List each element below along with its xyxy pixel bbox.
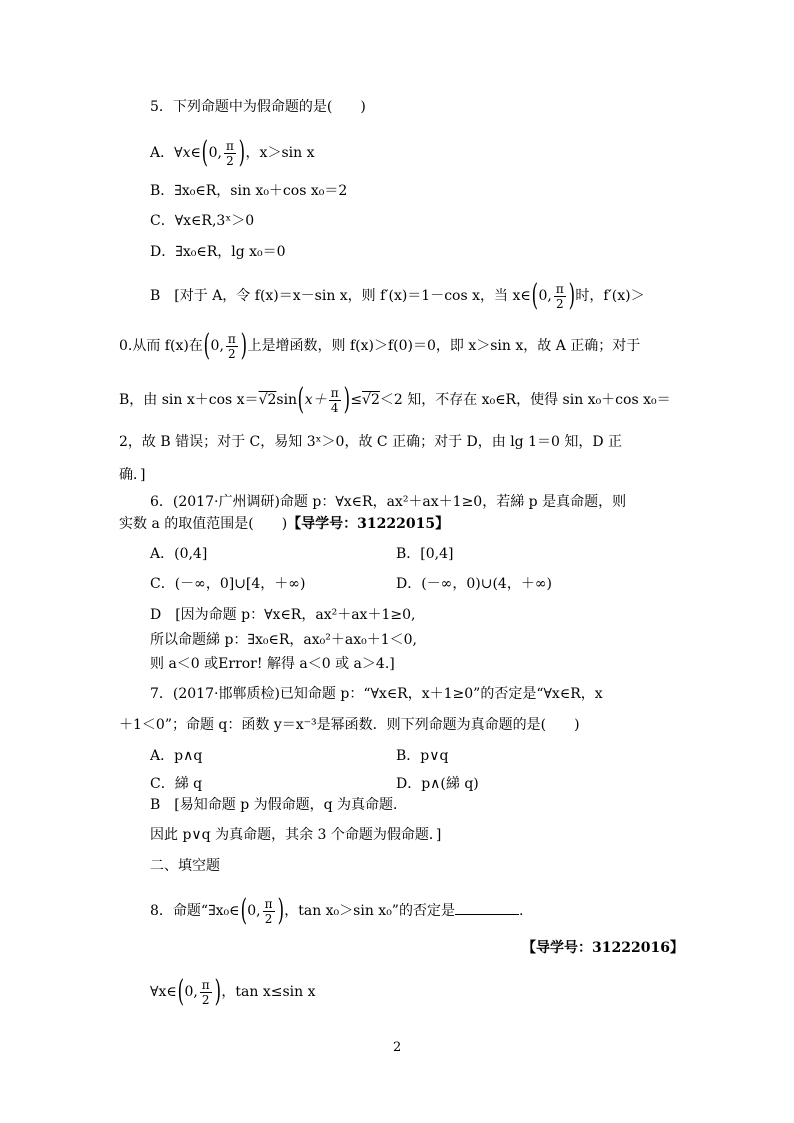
page-number: 2: [393, 1040, 402, 1055]
q7-solution-line-1: B [易知命题 p 为假命题，q 为真命题．: [150, 797, 408, 813]
q5-sol-1a: B [对于 A，令 f(x)＝x－sin x，则 f′(x)＝1－cos x，当 x∈: [150, 288, 531, 304]
left-paren-icon: (: [177, 974, 184, 1009]
interval-zero: 0,: [208, 145, 222, 161]
q6-code: 【导学号：31222015】: [287, 516, 450, 532]
q5-option-b: B．∃x₀∈R，sin x₀＋cos x₀＝2: [150, 183, 348, 199]
pi-over-2-fraction: [554, 282, 566, 311]
q8-code: 【导学号：31222016】: [522, 940, 684, 956]
q8-post: ，tan x₀＞sin x₀”的否定是: [284, 903, 455, 919]
q7-solution-line-2: 因此 p∨q 为真命题，其余 3 个命题为假命题．]: [150, 827, 442, 843]
q7-option-b: B．p∨q: [396, 748, 449, 764]
q7-option-d: D．p∧(綈 q): [396, 776, 479, 792]
q5-sol-3c: ≤: [350, 392, 363, 408]
q6-solution-line-2: 所以命题綈 p：∃x₀∈R，ax₀²＋ax₀＋1＜0,: [150, 632, 418, 648]
q8-ans-post: ，tan x≤sin x: [221, 984, 316, 1000]
q6-option-a: A．(0,4]: [150, 546, 208, 562]
q5-a-pre: ∀: [174, 145, 183, 161]
section-heading: 二、填空题: [150, 858, 220, 874]
frac-num: π: [201, 977, 210, 992]
q5-a-post: ，x＞sin x: [245, 145, 315, 161]
left-paren-icon: (: [240, 893, 247, 928]
q7-option-c: C．綈 q: [150, 776, 203, 792]
q6-option-c: C．(－∞，0]∪[4，＋∞): [150, 576, 306, 592]
q6-option-b: B．[0,4]: [396, 546, 454, 562]
right-paren-icon: ): [568, 278, 575, 313]
q5-sol-1b: 时，f′(x)＞: [575, 288, 645, 304]
q5-option-a: A．∀x∈(0, $\frac{\pi}{2}$ )，x＞sin x: [150, 135, 315, 170]
q5-solution-line-1: [150, 278, 645, 314]
q5-solution-line-5: 确．]: [119, 467, 146, 483]
right-paren-icon: ): [214, 974, 221, 1009]
q8-stem: [150, 893, 523, 929]
frac-den: 2: [201, 992, 210, 1007]
frac-num: π: [555, 281, 564, 296]
q7-option-a: A．p∧q: [150, 748, 203, 764]
right-paren-icon: ): [277, 893, 284, 928]
sqrt-2: √2: [258, 392, 277, 408]
pi-over-2-fraction: [226, 332, 238, 361]
left-paren-icon: (: [201, 135, 208, 170]
q5-sol-3a: B，由 sin x＋cos x＝: [119, 392, 259, 408]
q5-sol-2a: 0.从而 f(x)在: [119, 338, 203, 354]
q8-answer: [150, 974, 316, 1010]
frac-den: 2: [226, 153, 234, 168]
q8-pre: 8．命题“∃x₀∈: [150, 903, 240, 919]
frac-num: π: [264, 896, 273, 911]
q5-a-mid: ∈: [190, 145, 201, 161]
right-paren-icon: ): [240, 328, 247, 363]
interval-zero: 0,: [210, 338, 224, 354]
q5-sol-2b: 上是增函数，则 f(x)＞f(0)＝0，即 x＞sin x，故 A 正确；对于: [247, 338, 641, 354]
x-plus: x＋: [304, 392, 327, 408]
pi-over-2-fraction: [224, 139, 236, 168]
q6-stem-line-1: 6．(2017·广州调研)命题 p：∀x∈R，ax²＋ax＋1≥0，若綈 p 是真命题，则: [150, 494, 627, 510]
q6-stem-text: 实数 a 的取值范围是( ): [119, 516, 288, 532]
q7-stem-line-1: 7．(2017·邯郸质检)已知命题 p：“∀x∈R，x＋1≥0”的否定是“∀x∈R，x: [150, 686, 603, 702]
q8-ans-pre: ∀x∈: [150, 984, 177, 1000]
left-paren-icon: (: [203, 328, 210, 363]
left-paren-icon: (: [297, 382, 305, 417]
q6-stem-line-2: [119, 515, 449, 533]
q6-solution-line-1: D [因为命题 p：∀x∈R，ax²＋ax＋1≥0,: [150, 607, 416, 623]
interval-zero: 0,: [247, 903, 261, 919]
frac-num: π: [225, 138, 234, 153]
frac-num: π: [227, 331, 236, 346]
frac-den: 4: [330, 400, 339, 415]
q5-stem: 5．下列命题中为假命题的是( ): [150, 99, 366, 115]
interval-zero: 0,: [538, 288, 552, 304]
q5-solution-line-3: [119, 382, 671, 418]
frac-den: 2: [264, 911, 273, 926]
right-paren-icon: ): [238, 135, 245, 170]
pi-over-2-fraction: [263, 897, 275, 926]
q5-a-label: A．: [150, 145, 175, 161]
q5-option-d: D．∃x₀∈R，lg x₀＝0: [150, 244, 286, 260]
interval-zero: 0,: [184, 984, 198, 1000]
q5-sol-3b: sin: [276, 392, 298, 408]
q5-option-c: C．∀x∈R,3ˣ＞0: [150, 213, 255, 229]
frac-num: π: [330, 385, 339, 400]
q5-solution-line-4: 2，故 B 错误；对于 C，易知 3ˣ＞0，故 C 正确；对于 D，由 lg 1＝0 知，D 正: [119, 434, 623, 450]
q8-end: .: [518, 903, 524, 919]
q5-sol-3d: ＜2 知，不存在 x₀∈R，使得 sin x₀＋cos x₀＝: [379, 392, 671, 408]
left-paren-icon: (: [531, 278, 538, 313]
answer-blank: [455, 900, 519, 915]
frac-den: 2: [228, 346, 236, 361]
pi-over-2-fraction: [200, 978, 212, 1007]
frac-den: 2: [555, 296, 564, 311]
q7-stem-line-2: ＋1＜0”；命题 q：函数 y＝x⁻³是幂函数．则下列命题为真命题的是( ): [119, 717, 580, 733]
q6-solution-line-3: 则 a＜0 或Error! 解得 a＜0 或 a＞4.]: [150, 656, 395, 672]
q5-solution-line-2: [119, 328, 640, 364]
sqrt-2: √2: [362, 392, 380, 408]
right-paren-icon: ): [343, 382, 350, 417]
pi-over-4-fraction: [329, 386, 341, 415]
q6-option-d: D．(－∞，0)∪(4，＋∞): [396, 576, 552, 592]
